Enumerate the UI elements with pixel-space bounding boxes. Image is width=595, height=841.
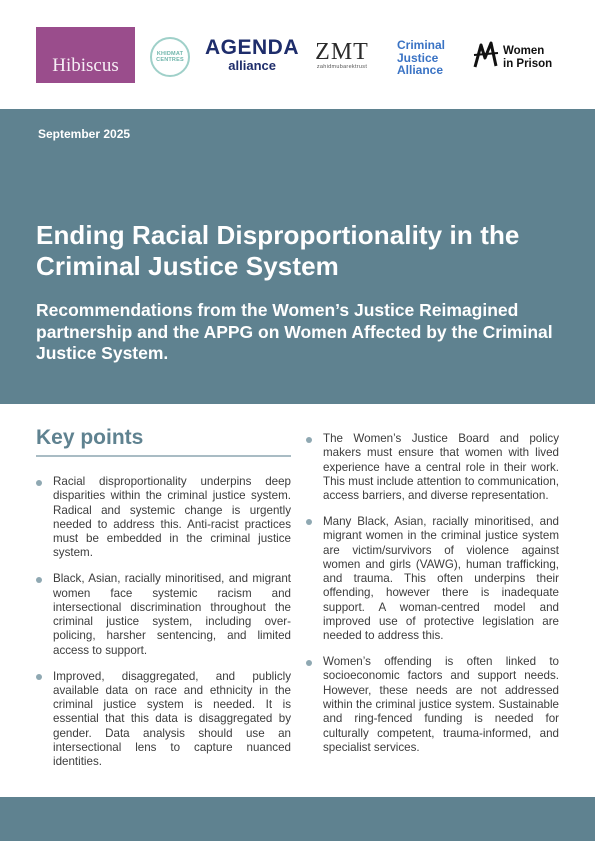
zmt-logo-line1: ZMT — [315, 39, 369, 65]
bullet-icon — [306, 437, 312, 443]
bullet-icon — [36, 674, 42, 680]
key-point-text: Many Black, Asian, racially minoritised, and migrant women in the criminal justice system are victim/survivors of violence against women and girls (VAWG), human trafficking, and trauma. This often underpins their offending, however there is inadequate support. A woman-centred model and improved use of protective legislation are needed to address this. — [323, 514, 559, 643]
bullet-icon — [36, 577, 42, 583]
agenda-logo-line1: AGENDA — [205, 36, 300, 59]
key-point-text: Black, Asian, racially minoritised, and migrant women face systemic racism and intersectional discrimination throughout the criminal justice system, including over-policing, harsher sentencing, and limited access to support. — [53, 572, 291, 657]
page-subtitle: Recommendations from the Women’s Justice Reimagined partnership and the APPG on Women Affected by the Criminal Justice System. — [36, 300, 553, 363]
key-point-item — [306, 432, 559, 503]
key-point-text: Racial disproportionality underpins deep disparities within the criminal justice system. Radical and systemic change is urgently needed to address this. Anti-racist practices must be embedded in the criminal justice system. — [53, 475, 291, 560]
cja-logo-line3: Alliance — [397, 63, 444, 77]
key-point-item — [306, 655, 559, 755]
hibiscus-logo — [36, 27, 135, 83]
women-in-prison-logo — [472, 41, 562, 71]
agenda-alliance-logo — [205, 36, 300, 73]
zmt-logo — [303, 40, 381, 71]
key-points-heading: Key points — [36, 426, 144, 449]
page-title: Ending Racial Disproportionality in the Criminal Justice System — [36, 220, 520, 281]
bullet-icon — [306, 660, 312, 666]
logo-strip — [0, 0, 595, 109]
wip-logo-line1: Women — [503, 45, 545, 57]
footer-band — [0, 797, 595, 841]
bullet-icon — [36, 480, 42, 486]
key-point-text: Improved, disaggregated, and publicly available data on race and ethnicity in the criminal justice system is needed. It is essential that this data is disaggregated by gender. Data analysis should use an intersectional lens to capture nuanced identities. — [53, 669, 291, 769]
key-points-divider — [36, 455, 291, 457]
key-point-text: Women’s offending is often linked to socioeconomic factors and support needs. However, these needs are not addressed within the criminal justice system. Sustainable and ring-fenced funding is needed for culturally competent, trauma-informed, and specialist services. — [323, 655, 559, 754]
key-point-text: The Women’s Justice Board and policy makers must ensure that women with lived experience have a central role in their work. This must include attention to communication, access barriers, and diverse representation. — [323, 432, 559, 503]
cja-logo-line2: Justice — [397, 50, 439, 65]
khidmat-centres-logo — [150, 37, 190, 77]
key-point-item — [36, 475, 291, 561]
key-points-list-left — [36, 475, 291, 781]
key-points-list-right — [306, 432, 559, 767]
bullet-icon — [306, 519, 312, 525]
wip-logo-line2: in Prison — [503, 58, 553, 70]
key-point-item — [306, 515, 559, 644]
key-point-item — [36, 572, 291, 658]
agenda-logo-line2: alliance — [228, 58, 276, 73]
hibiscus-logo-text: Hibiscus — [52, 55, 119, 76]
key-point-item — [36, 670, 291, 770]
zmt-logo-line2: zahidmubarektrust — [316, 64, 368, 70]
khidmat-logo-text: KHIDMAT CENTRES — [156, 51, 184, 63]
cja-logo-line1: Criminal — [397, 38, 446, 52]
criminal-justice-alliance-logo — [397, 39, 459, 77]
women-in-prison-mark-icon — [472, 41, 500, 71]
publication-date: September 2025 — [38, 127, 131, 141]
